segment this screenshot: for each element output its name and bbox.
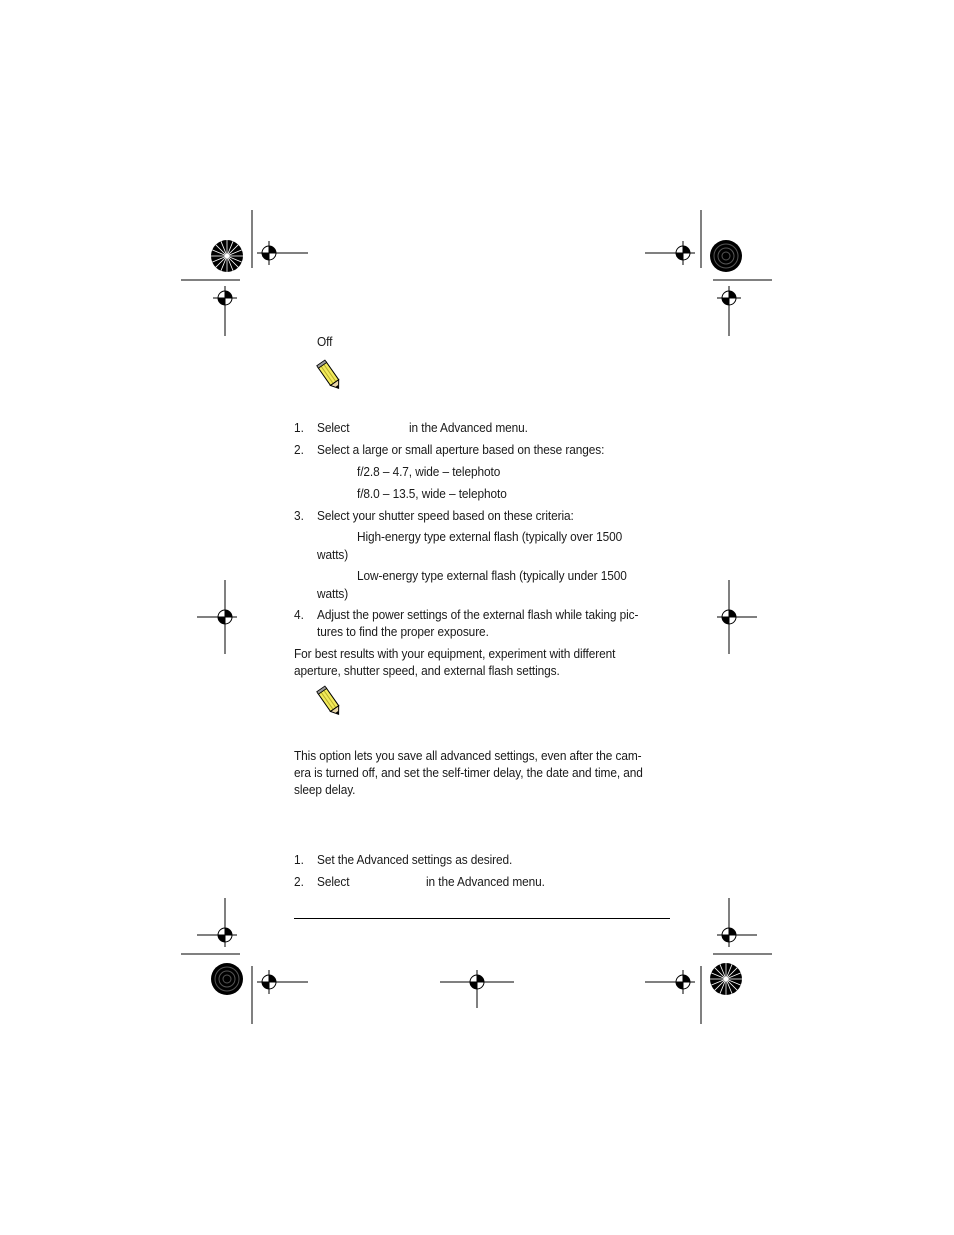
pencil-note-icon bbox=[316, 359, 344, 393]
footer-rule bbox=[294, 918, 670, 919]
step-number: 3. bbox=[294, 508, 304, 523]
step-text-tail: in the Advanced menu. bbox=[409, 420, 528, 435]
aperture-range: f/2.8 – 4.7, wide – telephoto bbox=[357, 464, 501, 479]
step-number: 4. bbox=[294, 607, 304, 622]
step-text-tail: in the Advanced menu. bbox=[426, 874, 545, 889]
shutter-criterion: High-energy type external flash (typically over 1500 bbox=[357, 529, 623, 544]
aperture-range: f/8.0 – 13.5, wide – telephoto bbox=[357, 486, 507, 501]
best-results-paragraph: aperture, shutter speed, and external flash settings. bbox=[294, 663, 560, 678]
step-text: Select a large or small aperture based on these ranges: bbox=[317, 442, 605, 457]
pencil-note-icon bbox=[316, 685, 344, 719]
step-number: 1. bbox=[294, 420, 304, 435]
shutter-criterion-cont: watts) bbox=[317, 586, 349, 601]
best-results-paragraph: For best results with your equipment, experiment with different bbox=[294, 646, 616, 661]
save-option-paragraph: sleep delay. bbox=[294, 782, 356, 797]
step-text: Select bbox=[317, 874, 350, 889]
save-option-paragraph: This option lets you save all advanced settings, even after the cam- bbox=[294, 748, 642, 763]
step-text-cont: tures to find the proper exposure. bbox=[317, 624, 489, 639]
save-option-paragraph: era is turned off, and set the self-timer delay, the date and time, and bbox=[294, 765, 643, 780]
shutter-criterion-cont: watts) bbox=[317, 547, 349, 562]
step-text: Set the Advanced settings as desired. bbox=[317, 852, 513, 867]
step-text: Select bbox=[317, 420, 350, 435]
step-number: 1. bbox=[294, 852, 304, 867]
step-text: Select your shutter speed based on these criteria: bbox=[317, 508, 574, 523]
step-text: Adjust the power settings of the external flash while taking pic- bbox=[317, 607, 639, 622]
step-number: 2. bbox=[294, 442, 304, 457]
step-number: 2. bbox=[294, 874, 304, 889]
shutter-criterion: Low-energy type external flash (typically under 1500 bbox=[357, 568, 627, 583]
off-label: Off bbox=[317, 334, 333, 349]
